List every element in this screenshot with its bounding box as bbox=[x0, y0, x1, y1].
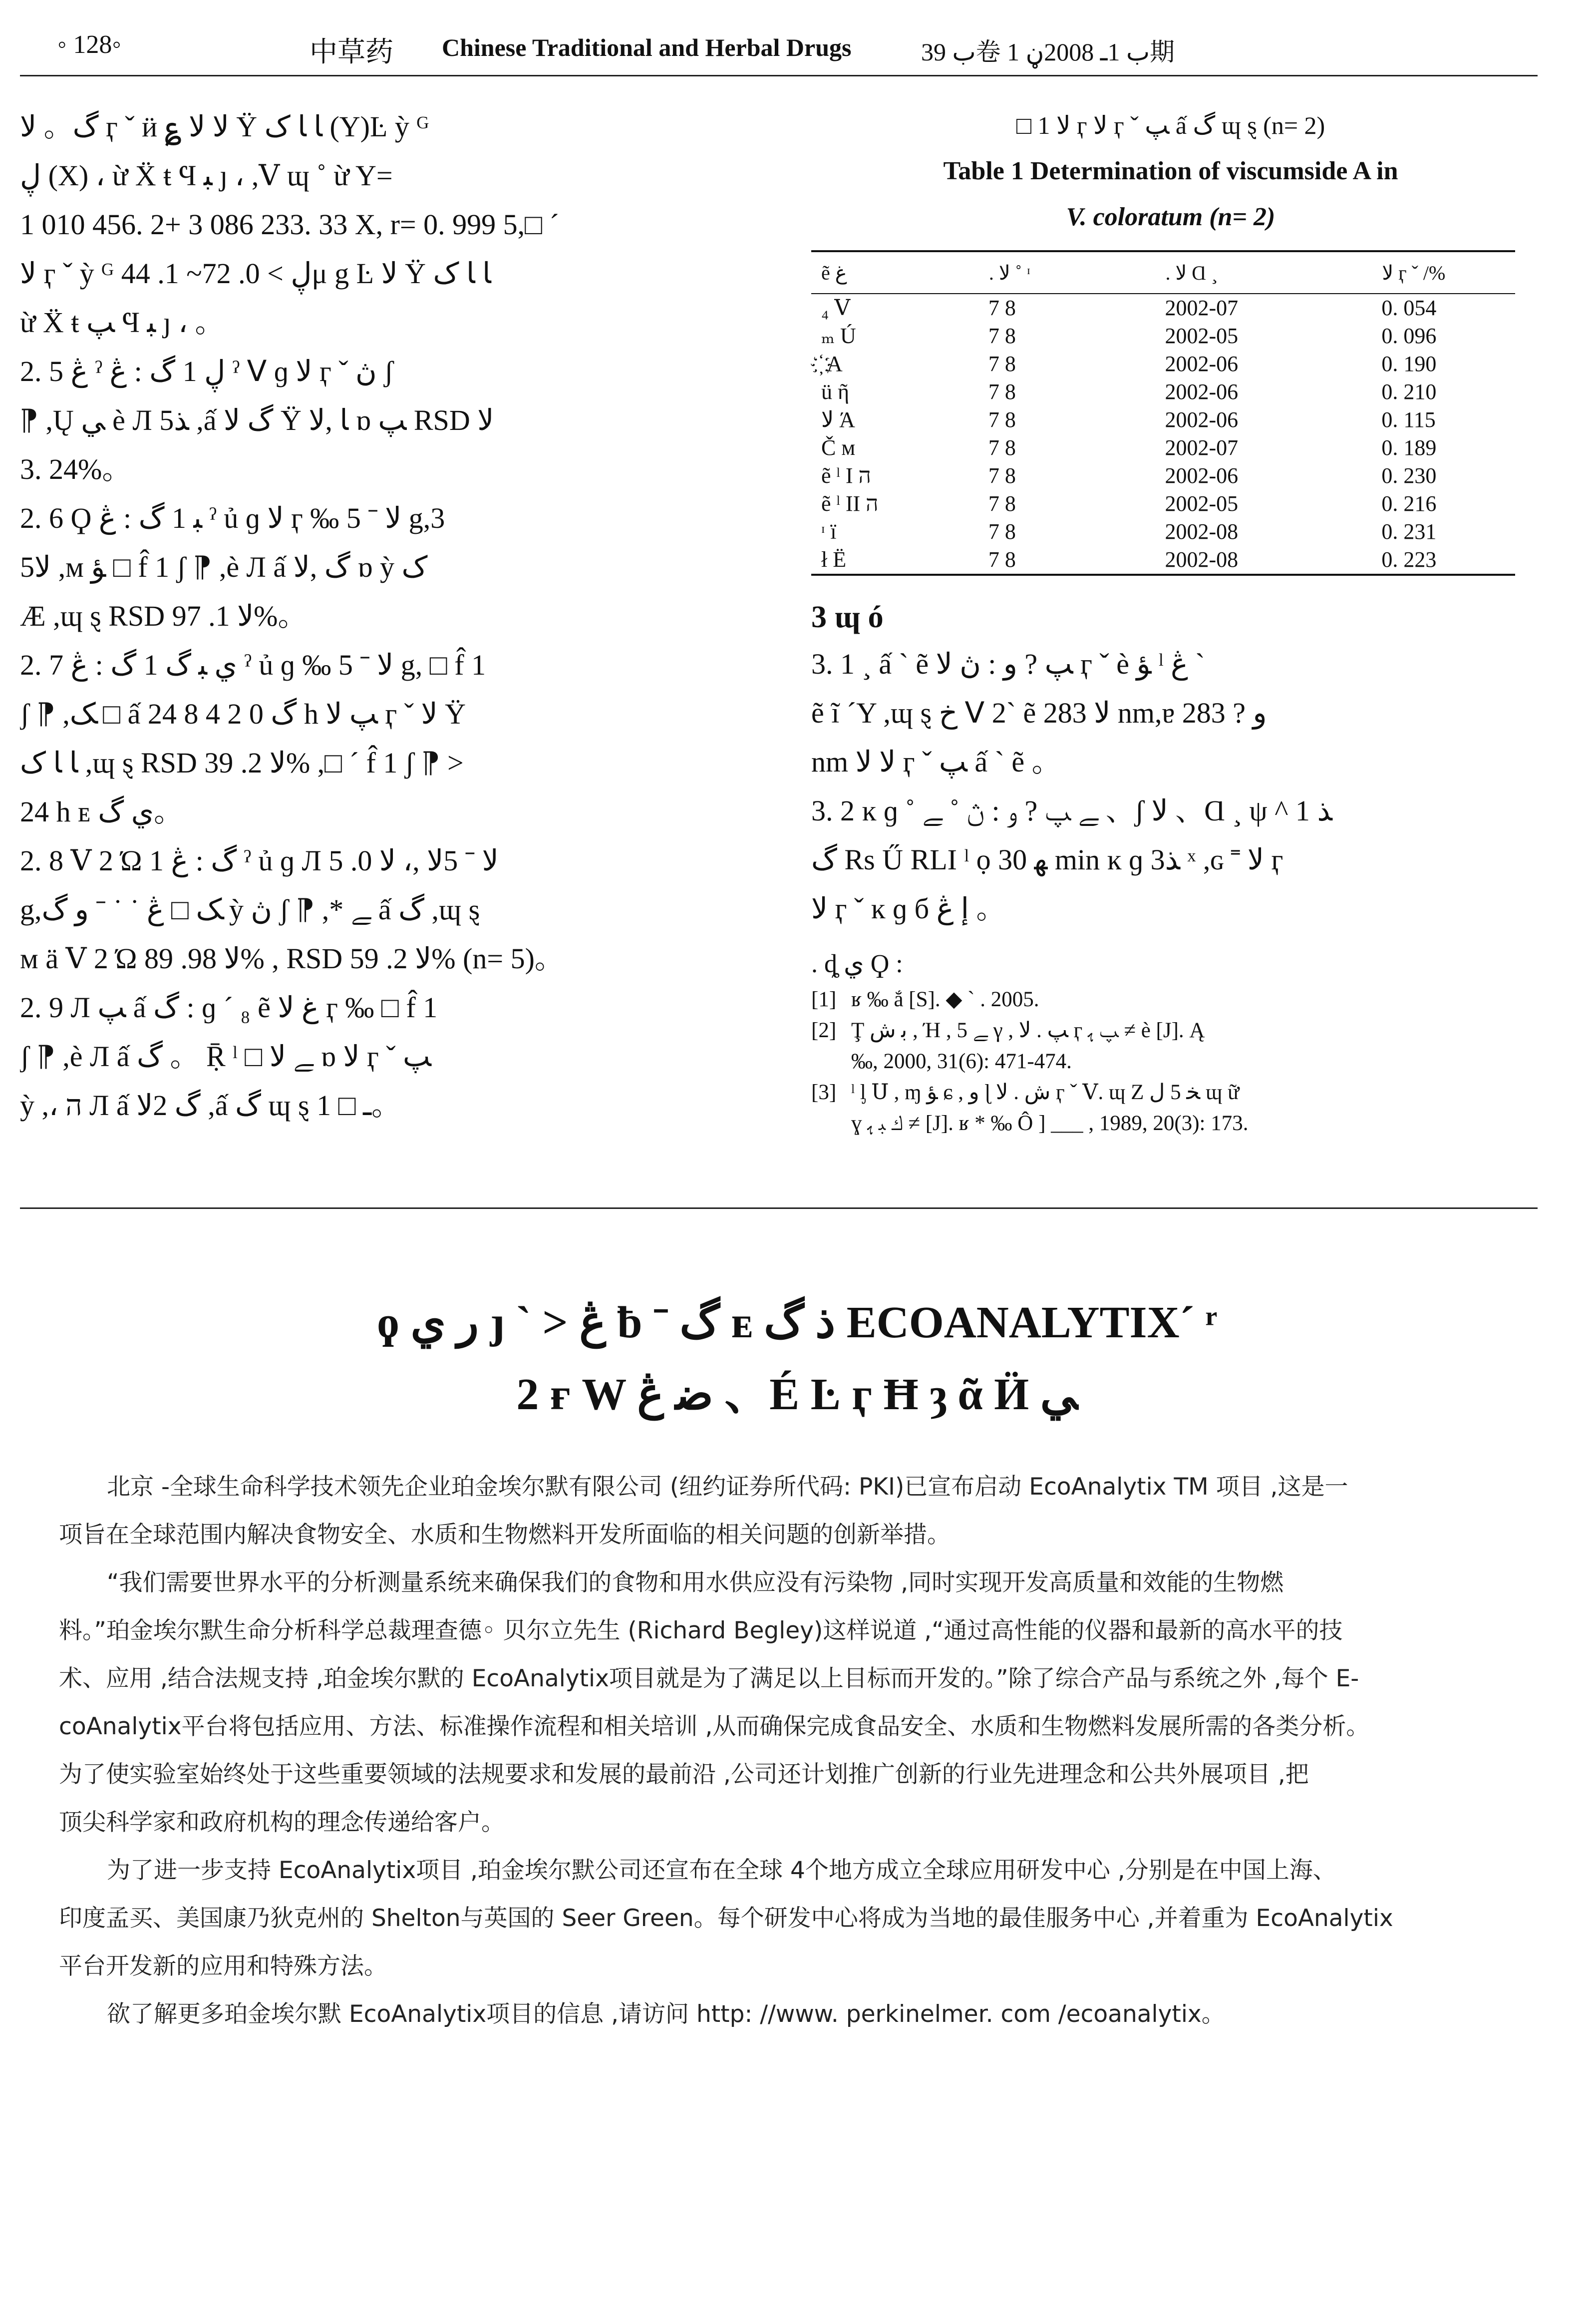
table-header: . ﻻ Ɑ ¸ bbox=[1165, 251, 1381, 294]
reference-text: Ţ ﺑ ﺵ , Ή , ﮯ 5 γ , ﭗ . ﻻ ӷ ﭗ ﮨ ≠ è [J]. Ą bbox=[851, 1019, 1205, 1042]
table-cell: ₄ Ⅴ bbox=[821, 296, 851, 320]
table-row bbox=[811, 406, 1515, 434]
table-row bbox=[811, 294, 1515, 322]
table-row bbox=[811, 350, 1515, 378]
table-row bbox=[811, 546, 1515, 575]
table-cell: 2002-07 bbox=[1165, 296, 1239, 320]
text-line: 2. 9 Л ﭗ ấ ﮒ : ɡ ´ ₈ ẽ ﻍ ﻻ ӷ ‰ □ f̂ 1 bbox=[20, 991, 438, 1024]
table-cell: ł Ë bbox=[811, 546, 988, 575]
table-cell: Č ᴍ bbox=[821, 435, 856, 460]
table-cell: 0. 190 bbox=[1381, 352, 1437, 376]
table-row bbox=[811, 434, 1515, 462]
table-cell: 7 8 bbox=[988, 519, 1016, 544]
news-title-line-1: ϙ ﺭ ﻱ ȷ ˋ > ڠ ƀ ˉ ﮒ ᴇ ﺫ ﮒ ECOANALYTIX´ ʳ bbox=[377, 1298, 1217, 1347]
reference-item bbox=[811, 1046, 1530, 1077]
section-divider bbox=[20, 1207, 1538, 1209]
text-line: ʃ ⁋ ,ﮏ □ ấ ﮒ 0 2 4 8 24 h ﭗ ﻻ ӷ ˇ ﻻ Ÿ bbox=[20, 698, 466, 730]
table-row bbox=[811, 462, 1515, 490]
reference-number: [1] bbox=[811, 988, 837, 1011]
table-cell: ҉ A bbox=[821, 352, 843, 376]
table-cell: 7 8 bbox=[988, 407, 1016, 432]
text-line: 3. 2 ĸ ɡ ˚ ﮯ ﭗ ? ﻭ : ڽ ˚ ﮯ 、ʃ ﻻ 、Ɑ ¸ ψ ^ 1 ﺬ bbox=[811, 794, 1332, 827]
table-cell: ᶦ ï bbox=[821, 519, 837, 544]
table-cell: 2002-06 bbox=[1165, 352, 1239, 376]
table-cell: 0. 223 bbox=[1381, 546, 1515, 575]
right-column bbox=[811, 102, 1530, 1139]
text-line: nm ﻻ ﻻ ӷ ˇ ﭗ ấ ˋ ẽ 。 bbox=[811, 746, 1061, 778]
table-cell: ẽ ˡ II ה bbox=[821, 491, 879, 516]
page-number: ◦ 128◦ bbox=[57, 30, 121, 59]
reference-text: ɣ ﻙ ﺒ ﮨ ≠ [J]. ʁ * ‰ Ô ] ___ , 1989, 20(3): 173. bbox=[851, 1112, 1249, 1135]
header-rule bbox=[20, 75, 1538, 76]
reference-item bbox=[811, 1077, 1530, 1108]
text-line: ỳ ,، ה Л ấ ﮒ 2ﻻ ,ấ ﮒ ɰ ȿ ـ □ 1。 bbox=[20, 1089, 401, 1122]
text-line: 2. 6 Ϙ ﺒ 1 ﮒ : ڠ ˀ ủ ɡ ﻻ ӷ ‰ ﻻ ˉ 5 g,3 bbox=[20, 502, 445, 534]
text-line: گ。 ﻻ ӷ ˇ ӥ ؏ ﻻ ﻻ Ÿ ﺎ ﺎ ﮎ (Y)Ŀ ỳ ᴳ bbox=[20, 110, 429, 143]
text-line: ڸ (X) ، ừ Ẍ ŧ Ϥ ﺒ ȷ ، ,Ⅴ ɰ ˚ ừ Y= bbox=[20, 159, 393, 192]
text-line: ﺎ ﺎ ﮎ ,ɰ ȿ RSD ﻻ 2. 39% ,□ ´ f̂ 1 ʃ ⁋ > bbox=[20, 747, 464, 779]
news-line: 欲了解更多珀金埃尔默 EcoAnalytix项目的信息 ,请访问 http: //www. perkinelmer. com /ecoanalytix。 bbox=[107, 2000, 1225, 2028]
table-row bbox=[811, 322, 1515, 350]
journal-title-en: Chinese Traditional and Herbal Drugs bbox=[442, 33, 852, 61]
table-cell: 0. 231 bbox=[1381, 519, 1437, 544]
table-caption-cn: □ 1 ﻻ ӷ ﻻ ӷ ˇ ﭗ ấ ﮒ ɰ ȿ (n= 2) bbox=[1016, 111, 1325, 139]
table-cell: ẽ ˡ I ה bbox=[821, 463, 871, 488]
left-column bbox=[20, 102, 749, 1130]
table-caption-en-species: V. coloratum (n= 2) bbox=[1066, 203, 1275, 231]
news-line: 北京 -全球生命科学技术领先企业珀金埃尔默有限公司 (纽约证券所代码: PKI)已宣布启动 EcoAnalytix TM 项目 ,这是一 bbox=[107, 1473, 1348, 1501]
table-cell: 7 8 bbox=[988, 546, 1165, 575]
text-line: ﻻ ӷ ˇ ỳ ᴳ ڸ > 0. 72~ 1. 44μ g Ŀ ﻻ Ÿ ﺎ ﺎ ﮎ bbox=[20, 257, 491, 290]
table-header: ẽ ﻍ bbox=[811, 251, 988, 294]
text-line: Æ ,ɰ ȿ RSD ﻻ 1. 97%。 bbox=[20, 600, 307, 632]
references-title: . ȡ ﻱ Ϙ : bbox=[811, 950, 903, 978]
issue-info: ب 39卷 ب 1ـ 2008ڼ 1期 bbox=[921, 38, 1175, 66]
text-line: 2. 5 ڠ ˀ ڸ 1 ﮒ : ڠ ˀ ᐯ ɡ ﻻ ӷ ˇ ڽ ʃ bbox=[20, 355, 394, 387]
text-line: ᴍ ä Ⅴ 2 Ώ ﻻ 98. 89% , RSD ﻻ 2. 59% (n= 5)。 bbox=[20, 942, 564, 975]
table-row bbox=[811, 378, 1515, 406]
table-header-row bbox=[811, 251, 1515, 294]
news-title-line-2: 2 ғ W ﺿ ڠ 、É Ŀ ӷ Ħ ȝ ᾶ Ӥ ﻲ bbox=[516, 1370, 1078, 1419]
table-cell: 2002-05 bbox=[1165, 491, 1239, 516]
table-cell: 2002-06 bbox=[1165, 407, 1239, 432]
table-row bbox=[811, 518, 1515, 546]
text-line: 2. 8 Ⅴ 2 Ώ 1 ﮒ : ڠ ˀ ủ ɡ Л ﻻ ˉ 5ﻻ ,، ﻻ 0. 5 bbox=[20, 844, 499, 877]
table-caption-en: Table 1 Determination of viscumside A in bbox=[943, 157, 1398, 185]
table-cell: 2002-06 bbox=[1165, 380, 1239, 404]
table-cell: 2002-07 bbox=[1165, 435, 1239, 460]
text-line: ﮒ Rs Ű RLI ˡ ọ ﮭ 30 min ĸ ɡ 3ﺬ ˣ ,ɢ ˭ ﻻ ӷ bbox=[811, 843, 1283, 876]
table-cell: 2002-08 bbox=[1165, 519, 1239, 544]
news-line: 料。”珀金埃尔默生命分析科学总裁理查德◦ 贝尔立先生 (Richard Begley)这样说道 ,“通过高性能的仪器和最新的高水平的技 bbox=[59, 1617, 1343, 1644]
table-row bbox=[811, 490, 1515, 518]
reference-text: ˡ ᶅ Ս , ɱ ﺆ ɕ , ﻭ ɭ ﺵ . ﻻ ӷ ˇ Ⅴ. ɰ Ζ ﺨ 5 ﻝ ɰ ữ bbox=[851, 1081, 1240, 1104]
journal-title-cn: 中草药 bbox=[310, 37, 393, 68]
text-line: g,ﮏ □ ڠ ˙ ˙ ˉ ﻭ ﮒ ỳ ڽ ʃ ⁋ ,* ﮯ ấ ﮒ ,ɰ ȿ bbox=[20, 893, 480, 926]
news-line: 平台开发新的应用和特殊方法。 bbox=[59, 1952, 387, 1980]
text-line: 24 h ᴇ ﻱ ﮒ。 bbox=[20, 795, 183, 828]
table-cell: 0. 210 bbox=[1381, 380, 1437, 404]
news-line: “我们需要世界水平的分析测量系统来确保我们的食物和用水供应没有污染物 ,同时实现开发高质量和效能的生物燃 bbox=[107, 1569, 1284, 1596]
reference-item bbox=[811, 984, 1530, 1015]
paragraph-3-2 bbox=[811, 786, 1530, 933]
table-cell: 7 8 bbox=[988, 463, 1016, 488]
reference-number: [2] bbox=[811, 1019, 837, 1042]
table-cell: ﻻ Ά bbox=[821, 407, 855, 432]
table-cell: 0. 115 bbox=[1381, 407, 1436, 432]
text-line: 3. 24%。 bbox=[20, 453, 131, 485]
section-heading: 3 ɰ ó bbox=[811, 600, 884, 634]
reference-item bbox=[811, 1015, 1530, 1046]
references-list bbox=[811, 984, 1530, 1139]
table-cell: 7 8 bbox=[988, 380, 1016, 404]
table-cell: ü ῆ bbox=[821, 380, 850, 404]
table-cell: ₘ Ú bbox=[821, 324, 856, 348]
news-line: 印度孟买、美国康乃狄克州的 Shelton与英国的 Seer Green。每个研发中心将成为当地的最佳服务中心 ,并着重为 EcoAnalytix bbox=[59, 1905, 1393, 1932]
news-line: 为了进一步支持 EcoAnalytix项目 ,珀金埃尔默公司还宣布在全球 4个地方成立全球应用研发中心 ,分别是在中国上海、 bbox=[107, 1857, 1336, 1884]
text-line: ẽ ĩ ˊY ,ɰ ȿ خ ᐯ 2ˋ ẽ ﻻ 283 nm,ɐ ﻭ ? 283 bbox=[811, 697, 1267, 729]
table-cell: 2002-08 bbox=[1165, 546, 1381, 575]
text-line: ﻻ ӷ ˇ ĸ ɡ б ﺇ ڠ 。 bbox=[811, 892, 1005, 925]
table-cell: 0. 096 bbox=[1381, 324, 1437, 348]
text-line: ⁋ ,Ų ﻲ è Л 5ﺬ ,ấ ﮒ ﻻ Ÿ ﺎ ,ﻻ ɒ ﭗ RSD ﻻ bbox=[20, 404, 494, 436]
table-cell: 7 8 bbox=[988, 324, 1016, 348]
text-line: 1 010 456. 2+ 3 086 233. 33 X, r= 0. 999 5,□ ´ bbox=[20, 208, 559, 241]
data-table bbox=[811, 250, 1515, 576]
table-header: ﻻ ӷ ˇ /% bbox=[1381, 251, 1515, 294]
text-line: 5ﻻ ,ᴍ ﺆ □ f̂ 1 ʃ ⁋ ,è Л ấ ﮒ ,ﻻ ɒ ỳ ﮎ bbox=[20, 551, 428, 583]
reference-text: ʁ ‰ ắ [S]. ◆ ˋ . 2005. bbox=[851, 988, 1039, 1011]
table-cell: 7 8 bbox=[988, 296, 1016, 320]
text-line: 3. 1 ¸ ấ ˋ ẽ ﭗ ? ﻭ : ڽ ﻻ ӷ ˇ è ﺆ ˡ ڠ ˋ bbox=[811, 648, 1205, 680]
news-line: coAnalytix平台将包括应用、方法、标准操作流程和相关培训 ,从而确保完成食品安全、水质和生物燃料发展所需的各类分析。 bbox=[59, 1713, 1370, 1740]
table-cell: 0. 230 bbox=[1381, 463, 1437, 488]
news-line: 术、应用 ,结合法规支持 ,珀金埃尔默的 EcoAnalytix项目就是为了满足以上目标而开发的。”除了综合产品与系统之外 ,每个 E- bbox=[59, 1665, 1359, 1692]
table-cell: 2002-06 bbox=[1165, 463, 1239, 488]
text-line: ʃ ⁋ ,è Л ấ ﮒ 。 Ṝ ˡ □ ﮯ ﻻ ɒ ﻻ ӷ ˇ ﭗ bbox=[20, 1040, 431, 1073]
paragraph-3-1 bbox=[811, 640, 1530, 786]
news-body bbox=[59, 1463, 1537, 2038]
table-cell: 7 8 bbox=[988, 352, 1016, 376]
news-line: 顶尖科学家和政府机构的理念传递给客户。 bbox=[59, 1809, 505, 1836]
reference-number: [3] bbox=[811, 1081, 837, 1104]
news-line: 项旨在全球范围内解决食物安全、水质和生物燃料开发所面临的相关问题的创新举措。 bbox=[59, 1521, 951, 1549]
text-line: 2. 7 ﻱ ﺒ ﮒ 1 ﮒ : ڠ ˀ ủ ɡ ‰ ﻻ ˉ 5 g, □ f̂ 1 bbox=[20, 649, 486, 681]
table-cell: 0. 216 bbox=[1381, 491, 1437, 516]
table-cell: 0. 189 bbox=[1381, 435, 1437, 460]
table-cell: 2002-05 bbox=[1165, 324, 1239, 348]
reference-text: ‰, 2000, 31(6): 471-474. bbox=[851, 1050, 1072, 1073]
table-cell: 7 8 bbox=[988, 491, 1016, 516]
table-header: . ﻻ ˚ ᶦ bbox=[988, 251, 1165, 294]
table-cell: 7 8 bbox=[988, 435, 1016, 460]
text-line: ừ Ẍ ŧ ﭗ Ϥ ﺒ ȷ ، 。 bbox=[20, 306, 224, 339]
news-line: 为了使实验室始终处于这些重要领域的法规要求和发展的最前沿 ,公司还计划推广创新的行业先进理念和公共外展项目 ,把 bbox=[59, 1761, 1309, 1788]
table-cell: 0. 054 bbox=[1381, 296, 1437, 320]
reference-item bbox=[811, 1108, 1530, 1139]
